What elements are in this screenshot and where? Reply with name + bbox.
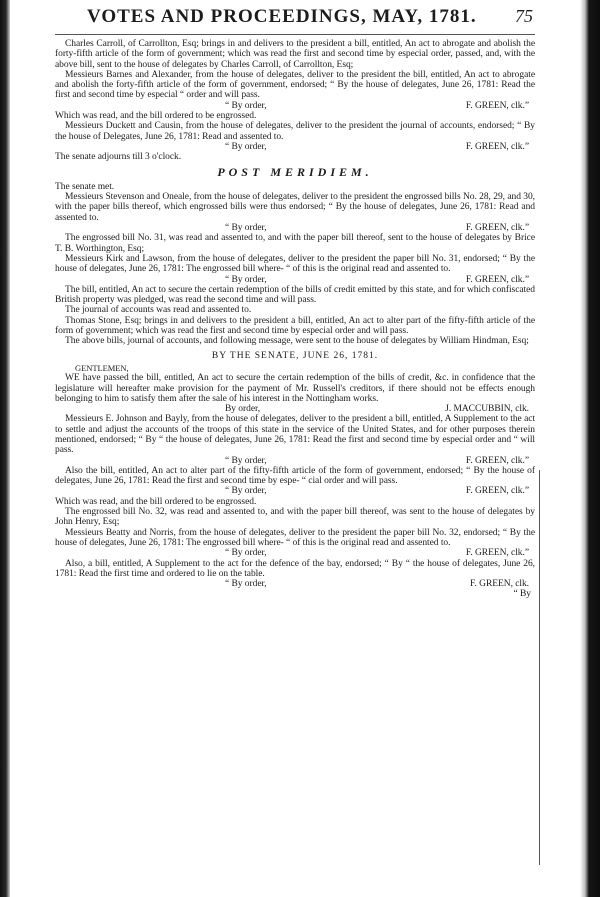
by-order: “ By order, <box>225 100 267 111</box>
paragraph: Messieurs E. Johnson and Bayly, from the house of delegates, deliver to the president a bill, entitled, A Supplement to the act to settle and adjust the accounts of the troops of this state in the service of the United States, and for other purposes therein mentioned, endorsed; “ By “ the house of delegates, June 26, 1781: Read the first and second time by especial order and “ will pass. <box>55 414 535 456</box>
paragraph: Also, a bill, entitled, A Supplement to the act for the defence of the bay, endorsed; “ By “ the house of delegates, June 26, 1781: Read the first time and ordered to lie on the table. <box>55 558 535 579</box>
scan-edge-left <box>0 0 10 897</box>
scan-edge-right <box>580 0 600 897</box>
by-order: “ By order, <box>225 486 267 497</box>
paragraph: Which was read, and the bill ordered to be engrossed. <box>55 496 257 507</box>
signature-line <box>55 223 535 233</box>
clerk-signature: F. GREEN, clk.” <box>465 548 529 559</box>
signature-line <box>55 101 535 111</box>
signature-line <box>55 486 535 496</box>
paragraph: Messieurs Barnes and Alexander, from the house of delegates, deliver to the president the bill, entitled, An act to abrogate and abolish the forty-fifth article of the form of government, endorsed; “ By the house of delegates, June 26, 1781: Read the first and second time by especial “ order and will pass. <box>55 69 535 101</box>
paragraph: The senate met. <box>55 181 115 192</box>
clerk-signature: F. GREEN, clk.” <box>465 455 529 466</box>
clerk-signature: F. GREEN, clk.” <box>465 100 529 111</box>
paragraph: The engrossed bill No. 32, was read and assented to, and with the paper bill thereof, was sent to the house of delegates by John Henry, Esq; <box>55 507 535 528</box>
section-title: POST MERIDIEM. <box>217 164 373 179</box>
by-order: “ By order, <box>225 223 267 234</box>
adjournment-note: The senate adjourns till 3 o'clock. <box>55 152 182 163</box>
page <box>55 4 535 600</box>
signature-line <box>55 142 535 152</box>
paragraph: Also the bill, entitled, An act to alter part of the fifty-fifth article of the form of government, endorsed; “ By the house of delegates, June 26, 1781: Read the first and second time by espe- “ cial order and will pass. <box>55 465 535 487</box>
paragraph: The journal of accounts was read and assented to. <box>65 305 252 316</box>
signature-line <box>55 579 535 589</box>
signature-line <box>55 548 535 558</box>
by-order: “ By order, <box>225 455 267 466</box>
clerk-signature: F. GREEN, clk.” <box>465 223 529 234</box>
paragraph: The above bills, journal of accounts, and following message, were sent to the house of delegates by William Hindman, Esq; <box>65 336 529 347</box>
by-order: “ By order, <box>225 274 267 285</box>
by-order: By order, <box>225 404 261 415</box>
clerk-signature: F. GREEN, clk.” <box>465 274 529 285</box>
clerk-signature: J. MACCUBBIN, clk. <box>445 404 529 415</box>
by-order: “ By order, <box>225 548 267 559</box>
paragraph: The engrossed bill No. 31, was read and assented to, and with the paper bill thereof, sent to the house of delegates by Brice T. B. Worthington, Esq; <box>55 233 535 254</box>
signature-line <box>55 404 535 414</box>
clerk-signature: F. GREEN, clk.” <box>465 486 529 497</box>
by-order: “ By order, <box>225 579 267 590</box>
paragraph: Messieurs Kirk and Lawson, from the house of delegates, deliver to the president the paper bill No. 31, endorsed; “ By the house of delegates, June 26, 1781: The engrossed bill where- “ of this is the original read and assented to. <box>55 253 535 275</box>
by-order: “ By order, <box>225 141 267 152</box>
paragraph: Messieurs Duckett and Causin, from the house of delegates, deliver to the president the journal of accounts, endorsed; “ By the house of Delegates, June 26, 1781: Read and assented to. <box>55 121 535 142</box>
signature-line <box>55 275 535 285</box>
page-number: 75 <box>515 6 533 26</box>
signature-line <box>55 456 535 466</box>
message-text: WE have passed the bill, entitled, An act to secure the certain redemption of the bills of credit, &c. in confidence that the legislature will hereafter make provision for the payment of Mr. Russell's creditors, if there should not be effects enough belonging to him to satisfy them after the sale of his interest in the Nottingham works. <box>55 373 535 404</box>
paragraph: The bill, entitled, An act to secure the certain redemption of the bills of credit emitted by this state, and for which confiscated British property was pledged, was read the second time and will pass. <box>55 284 535 306</box>
catchword: “ By <box>513 589 531 600</box>
body-text <box>55 39 535 600</box>
gutter-line <box>539 470 540 865</box>
paragraph: Charles Carroll, of Carrollton, Esq; brings in and delivers to the president a bill, entitled, An act to abrogate and abolish the forty-fifth article of the form of government; which was read the first and second time by especial order, passed, and, with the above bill, sent to the house of delegates by Charles Carroll, of Carrollton, Esq; <box>55 39 535 70</box>
clerk-signature: F. GREEN, clk. <box>470 579 529 590</box>
salutation: GENTLEMEN, <box>75 362 129 373</box>
paragraph: Messieurs Beatty and Norris, from the house of delegates, deliver to the president the paper bill No. 32, endorsed; “ By the house of delegates, June 26, 1781: The engrossed bill where- “ of this is the original read and assented to. <box>55 527 535 548</box>
senate-date: BY THE SENATE, JUNE 26, 1781. <box>211 350 379 361</box>
paragraph: Messieurs Stevenson and Oneale, from the house of delegates, deliver to the president the engrossed bills No. 28, 29, and 30, with the paper bills thereof, which engrossed bills were thus endorsed; “ By the house of delegates, June 26, 1781: Read and assented to. <box>55 192 535 223</box>
clerk-signature: F. GREEN, clk.” <box>465 141 529 152</box>
paragraph: Which was read, and the bill ordered to be engrossed. <box>55 111 257 122</box>
paragraph: Thomas Stone, Esq; brings in and delivers to the president a bill, entitled, An act to alter part of the fifty-fifth article of the form of government; which was read the first and second time by especial order and will pass. <box>55 315 535 337</box>
running-head <box>55 4 535 35</box>
page-header-title: VOTES AND PROCEEDINGS, MAY, 1781. <box>87 6 477 27</box>
